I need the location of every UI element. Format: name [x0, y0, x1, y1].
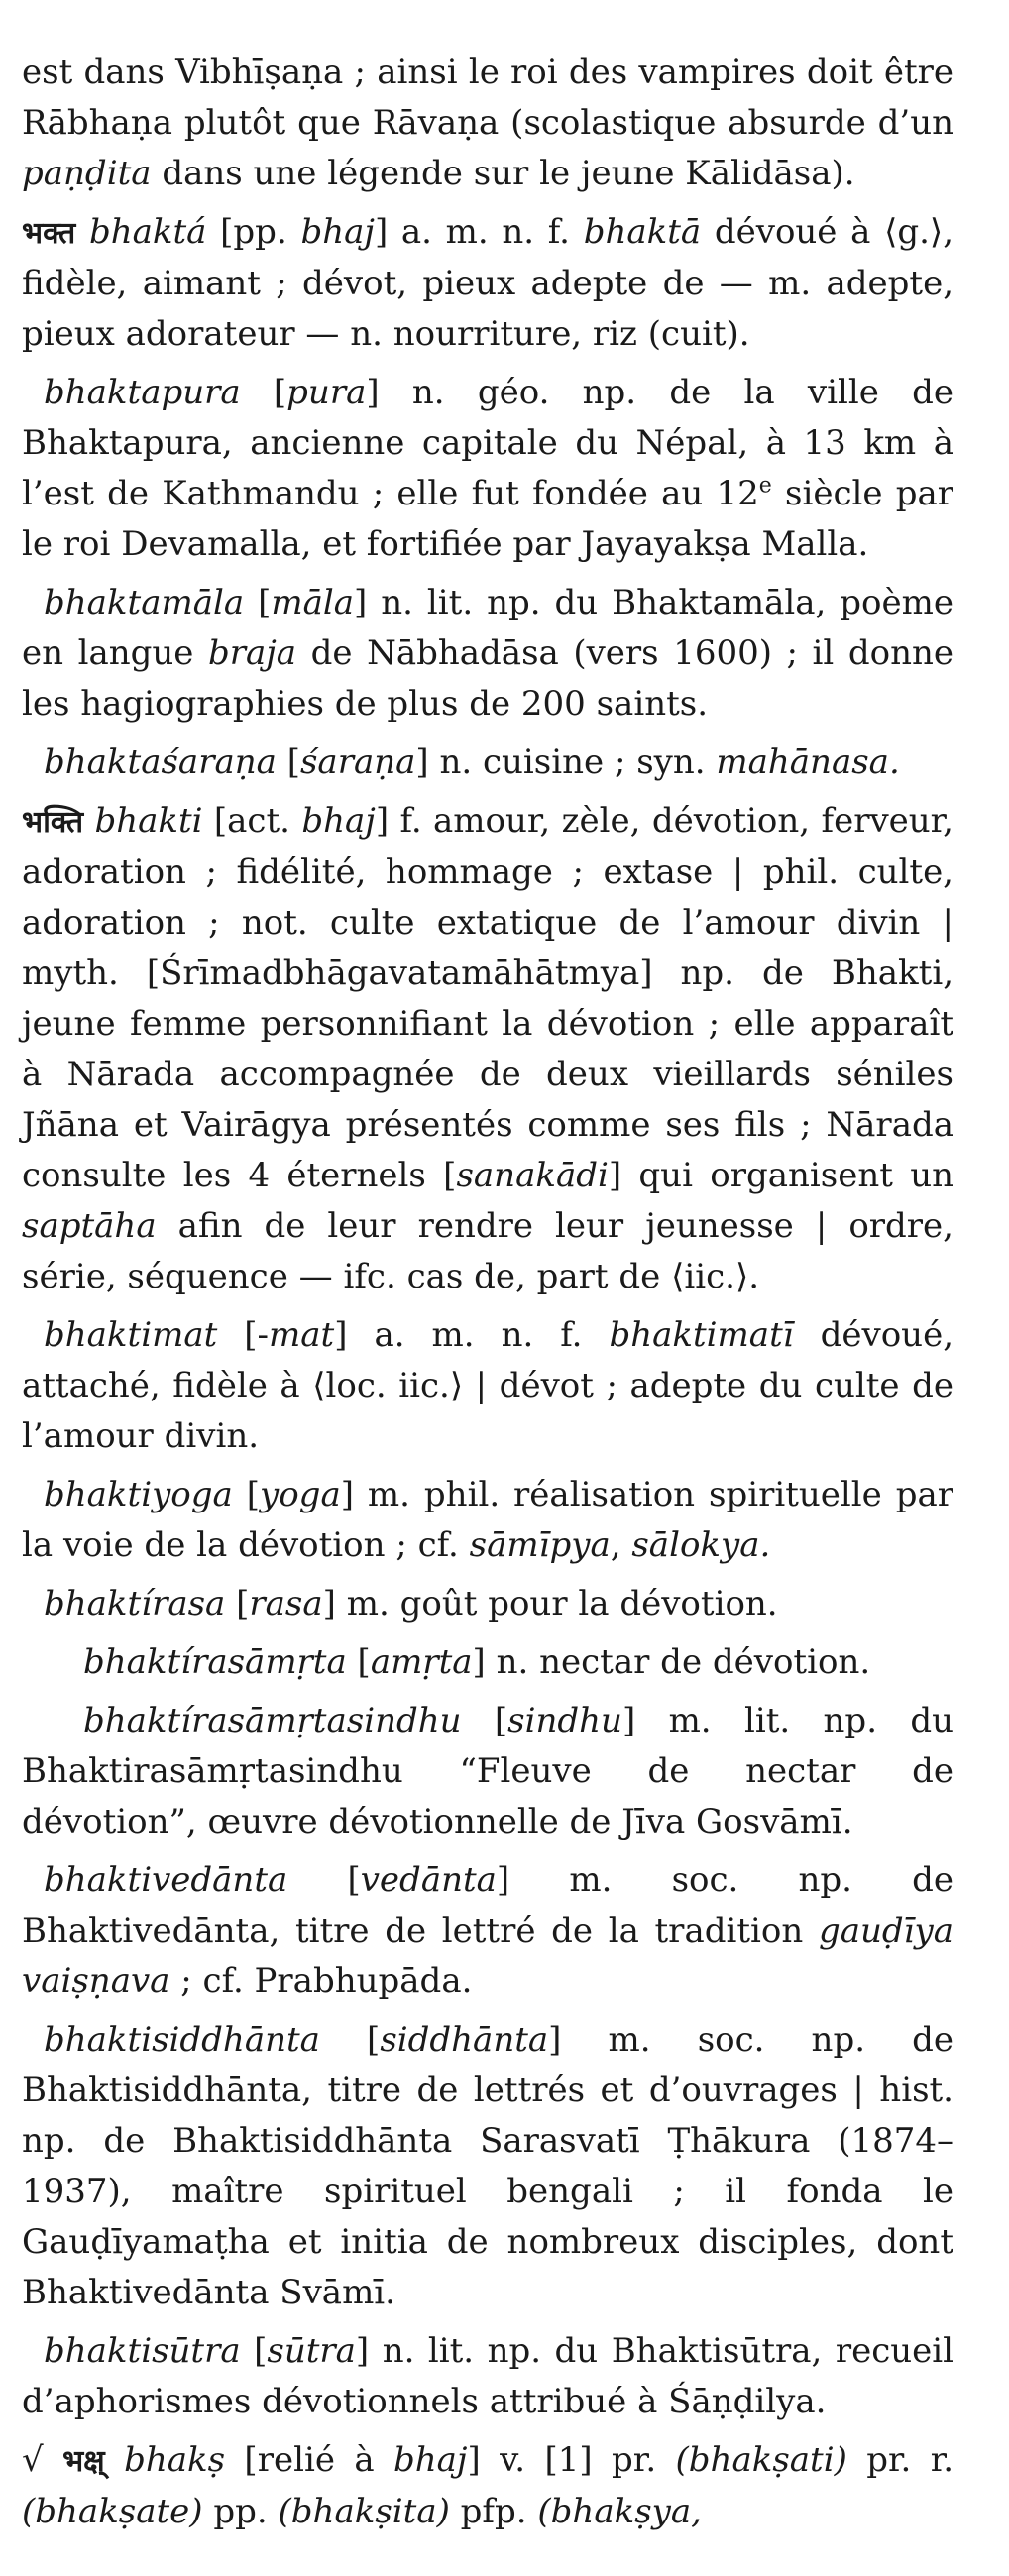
entry-bhaktamala	[22, 578, 953, 729]
etymology-root: rasa	[249, 1584, 323, 1624]
etymology: ]	[366, 373, 412, 412]
definition: m. phil. réalisation spirituelle par la voie de la dévotion ; cf.	[22, 1475, 953, 1565]
etymology: [	[287, 1860, 361, 1900]
etymology-root: mat	[269, 1315, 335, 1355]
definition: dévoué, attaché, fidèle à ⟨loc. iic.⟩ | dévot ; adepte du culte de l’amour divin.	[22, 1315, 953, 1456]
etymology: ]	[472, 1642, 497, 1682]
definition-italic: sālokya.	[631, 1525, 771, 1565]
etymology-root: amṛta	[370, 1642, 473, 1682]
etymology: [pp.	[206, 212, 301, 252]
etymology: ]	[334, 1315, 375, 1355]
definition: ] qui organisent un	[608, 1156, 954, 1195]
entry-bhaktirasa	[22, 1579, 953, 1629]
etymology: ]	[467, 2440, 501, 2480]
headword: bhaktírasa	[44, 1584, 226, 1624]
definition-italic: (bhakṣita)	[278, 2492, 450, 2531]
etymology: [	[461, 1701, 508, 1740]
definition-italic: braja	[207, 633, 297, 673]
etymology: [	[240, 373, 287, 412]
definition: n. géo. np. de la ville de Bhaktapura, ancienne capitale du Népal, à 13 km à l’est de Kathmandu ; elle fut fondée au 12	[22, 373, 953, 513]
entry-italic: paṇḍita	[22, 154, 152, 193]
definition: n. lit. np. du Bhaktamāla, poème en langue	[22, 583, 953, 673]
entry-bhaktivedanta	[22, 1855, 953, 2007]
definition: f. amour, zèle, dévotion, ferveur, adoration ; fidélité, hommage ; extase | phil. culte, adoration ; not. culte extatique de l’amour divin | myth. [Śrīmadbhāgavatamāhātmya] np. de Bhakti, jeune femme personnifiant la dévotion ; elle apparaît à Nārada accompagnée de deux vieillards séniles Jñāna et Vairāgya présentés comme ses fils ; Nārada consulte les 4 éternels [	[22, 801, 953, 1195]
entry-text: dans une légende sur le jeune Kālidāsa).	[151, 154, 855, 193]
superscript: e	[758, 473, 772, 499]
definition: m. soc. np. de Bhaktivedānta, titre de lettré de la tradition	[22, 1860, 954, 1951]
etymology-root: siddhānta	[380, 2020, 549, 2060]
definition: v. [1] pr.	[500, 2440, 676, 2480]
etymology: ]	[340, 1475, 368, 1514]
definition-italic: (bhakṣati)	[675, 2440, 847, 2480]
definition: m. soc. np. de Bhaktisiddhānta, titre de lettrés et d’ouvrages | hist. np. de Bhaktisiddhānta Sarasvatī Ṭhākura (1874–1937), maître spirituel bengali ; il fonda le Gauḍīyamaṭha et initia de nombreux disciples, dont Bhaktivedānta Svāmī.	[22, 2020, 954, 2312]
root-sign: √	[22, 2440, 44, 2480]
etymology: [	[232, 1475, 260, 1514]
entry-continuation	[22, 48, 953, 199]
etymology-root: śaraṇa	[299, 742, 416, 782]
etymology: ]	[415, 742, 440, 782]
headword: bhaktivedānta	[44, 1860, 288, 1900]
definition: n. nectar de dévotion.	[496, 1642, 871, 1682]
etymology: [	[319, 2020, 381, 2060]
definition: m. lit. np. du Bhaktirasāmṛtasindhu “Fleuve de nectar de dévotion”, œuvre dévotionnelle de Jīva Gosvāmī.	[22, 1701, 954, 1842]
entry-bhaktisiddhanta	[22, 2015, 953, 2318]
definition: pr. r.	[846, 2440, 954, 2480]
devanagari-headword: भक्ष्	[62, 2444, 105, 2479]
headword: bhaktaśaraṇa	[44, 742, 277, 782]
etymology: [	[240, 2331, 268, 2371]
headword: bhaktapura	[44, 373, 241, 412]
definition-italic: sanakādi	[456, 1156, 609, 1195]
entry-bhaktasarana	[22, 737, 953, 788]
feminine-form: bhaktā	[583, 212, 702, 252]
definition-italic: (bhakṣya,	[537, 2492, 702, 2531]
headword: bhaktiyoga	[44, 1475, 233, 1514]
definition: afin de leur rendre leur jeunesse | ordre, série, séquence — ifc. cas de, part de ⟨iic.⟩.	[22, 1206, 953, 1296]
headword: bhaktimat	[44, 1315, 218, 1355]
etymology: ]	[355, 2331, 383, 2371]
etymology: [	[225, 1584, 250, 1624]
definition-italic: mahānasa.	[716, 742, 900, 782]
etymology: [act.	[202, 801, 302, 840]
entry-bhaktimat	[22, 1310, 953, 1462]
definition: ,	[610, 1525, 632, 1565]
etymology: ]	[354, 583, 382, 622]
entry-bhaktiyoga	[22, 1470, 953, 1571]
entry-bhaks	[22, 2435, 953, 2537]
etymology: [	[346, 1642, 371, 1682]
etymology: ] a. m. n. f.	[374, 212, 584, 252]
headword: bhaktisiddhānta	[44, 2020, 320, 2060]
headword: bhaktamāla	[44, 583, 245, 622]
entry-bhaktapura	[22, 368, 953, 570]
definition-italic: gauḍīya vaiṣṇava	[22, 1911, 953, 2001]
definition: n. cuisine ; syn.	[439, 742, 717, 782]
etymology: ]	[322, 1584, 347, 1624]
etymology: [-	[217, 1315, 270, 1355]
etymology: ]	[621, 1701, 669, 1740]
etymology-root: bhaj	[300, 212, 375, 252]
headword: bhaktá	[88, 212, 207, 252]
entry-bhakta	[22, 207, 953, 360]
headword: bhaktisūtra	[44, 2331, 241, 2371]
etymology-root: vedānta	[360, 1860, 497, 1900]
definition-italic: bhaktimatī	[609, 1315, 794, 1355]
definition-italic: (bhakṣate)	[22, 2492, 203, 2531]
entry-bhakti	[22, 796, 953, 1302]
definition: n. lit. np. du Bhaktisūtra, recueil d’aphorismes dévotionnels attribué à Śāṇḍilya.	[22, 2331, 954, 2421]
devanagari-headword: भक्ति	[22, 805, 84, 840]
definition: dévoué à ⟨g.⟩, fidèle, aimant ; dévot, pieux adepte de — m. adepte, pieux adorateur — n. nourriture, riz (cuit).	[22, 212, 953, 354]
headword: bhakṣ	[124, 2440, 226, 2480]
etymology-root: yoga	[260, 1475, 341, 1514]
etymology: [	[244, 583, 272, 622]
etymology-root: pura	[286, 373, 367, 412]
definition-italic: sāmīpya	[469, 1525, 611, 1565]
entry-text: est dans Vibhīṣaṇa ; ainsi le roi des vampires doit être Rābhaṇa plutôt que Rāvaṇa (scolastique absurde d’un	[22, 53, 953, 143]
etymology-root: māla	[271, 583, 355, 622]
definition: m. goût pour la dévotion.	[346, 1584, 778, 1624]
etymology-root: sūtra	[267, 2331, 356, 2371]
headword: bhaktírasāmṛtasindhu	[83, 1701, 462, 1740]
etymology: ]	[375, 801, 400, 840]
entry-bhaktirasamrta	[22, 1637, 953, 1688]
headword: bhakti	[94, 801, 203, 840]
etymology-root: bhaj	[392, 2440, 468, 2480]
etymology-root: sindhu	[507, 1701, 622, 1740]
definition: de Nābhadāsa (vers 1600) ; il donne les hagiographies de plus de 200 saints.	[22, 633, 954, 724]
etymology: ]	[548, 2020, 609, 2060]
devanagari-headword: भक्त	[22, 216, 76, 251]
definition: ; cf. Prabhupāda.	[169, 1961, 473, 2001]
etymology: [relié à	[225, 2440, 393, 2480]
definition: pfp.	[449, 2492, 538, 2531]
entry-bhaktirasamrtasindhu	[22, 1696, 953, 1848]
headword: bhaktírasāmṛta	[83, 1642, 347, 1682]
etymology-root: bhaj	[301, 801, 376, 840]
definition-italic: saptāha	[22, 1206, 157, 1246]
definition: siècle par le roi Devamalla, et fortifiée par Jayayakṣa Malla.	[22, 474, 954, 564]
entry-bhaktisutra	[22, 2326, 953, 2427]
definition: pp.	[202, 2492, 279, 2531]
etymology: ]	[496, 1860, 570, 1900]
definition: a. m. n. f.	[374, 1315, 610, 1355]
etymology: [	[276, 742, 300, 782]
